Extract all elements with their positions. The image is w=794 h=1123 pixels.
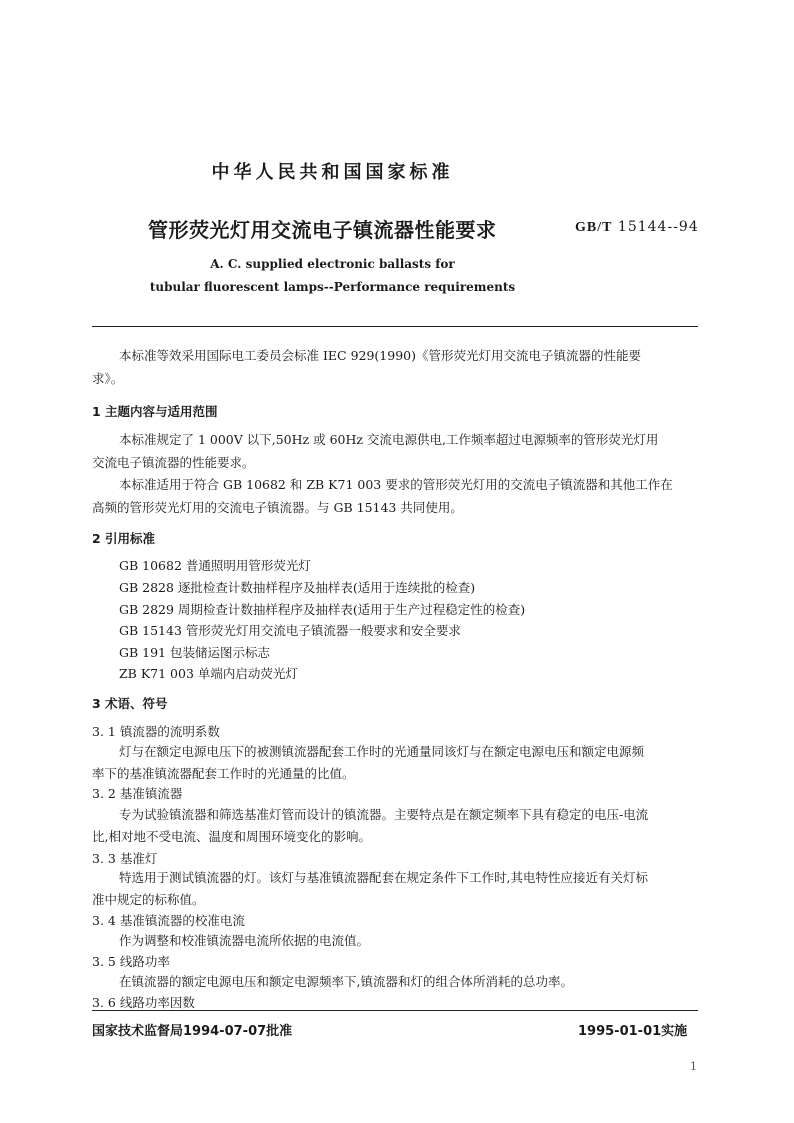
top-divider [92, 326, 698, 327]
term-3-1-line1: 灯与在额定电源电压下的被测镇流器配套工作时的光通量同该灯与在额定电源电压和额定电源频 [119, 744, 645, 759]
reference-item: GB 15143 管形荧光灯用交流电子镇流器一般要求和安全要求 [119, 623, 461, 638]
english-title-line1: A. C. supplied electronic ballasts for [210, 257, 455, 271]
term-3-2-line1: 专为试验镇流器和筛选基准灯管而设计的镇流器。主要特点是在额定频率下具有稳定的电压-电流 [119, 807, 649, 822]
term-3-3-title: 3. 3 基准灯 [92, 851, 158, 866]
term-3-2-line2: 比,相对地不受电流、温度和周围环境变化的影响。 [92, 829, 371, 844]
reference-item: GB 10682 普通照明用管形荧光灯 [119, 558, 311, 573]
term-3-5-title: 3. 5 线路功率 [92, 954, 170, 969]
section3-heading: 3 术语、符号 [92, 696, 168, 711]
term-3-1-title: 3. 1 镇流器的流明系数 [92, 724, 220, 739]
reference-item: ZB K71 003 单端内启动荧光灯 [119, 666, 298, 681]
reference-item: GB 191 包装储运图示标志 [119, 645, 270, 660]
english-title-line2: tubular fluorescent lamps--Performance requirements [149, 280, 516, 294]
document-title: 管形荧光灯用交流电子镇流器性能要求 [148, 218, 497, 242]
term-3-1-line2: 率下的基准镇流器配套工作时的光通量的比值。 [92, 766, 355, 781]
term-3-3-line1: 特选用于测试镇流器的灯。该灯与基准镇流器配套在规定条件下工作时,其电特性应接近有关灯标 [119, 870, 648, 885]
standard-code-number: 15144--94 [617, 219, 699, 235]
term-3-4-line1: 作为调整和校准镇流器电流所依据的电流值。 [119, 933, 370, 948]
intro-line2: 求》。 [92, 371, 124, 386]
standard-code-prefix: GB/T [575, 220, 613, 235]
section1-p1-line1: 本标准规定了 1 000V 以下,50Hz 或 60Hz 交流电源供电,工作频率超过电源频率的管形荧光灯用 [119, 432, 659, 447]
term-3-6-title: 3. 6 线路功率因数 [92, 995, 195, 1010]
term-3-5-line1: 在镇流器的额定电源电压和额定电源频率下,镇流器和灯的组合体所消耗的总功率。 [119, 974, 573, 989]
term-3-2-title: 3. 2 基准镇流器 [92, 786, 183, 801]
section1-p2-line2: 高频的管形荧光灯用的交流电子镇流器。与 GB 15143 共同使用。 [92, 500, 463, 515]
page-number: 1 [690, 1060, 697, 1073]
intro-line1: 本标准等效采用国际电工委员会标准 IEC 929(1990)《管形荧光灯用交流电子镇流器的性能要 [119, 348, 641, 363]
section1-p2-line1: 本标准适用于符合 GB 10682 和 ZB K71 003 要求的管形荧光灯用的交流电子镇流器和其他工作在 [119, 477, 673, 492]
section1-p1-line2: 交流电子镇流器的性能要求。 [92, 455, 255, 470]
section2-heading: 2 引用标准 [92, 531, 156, 546]
effective-date: 1995-01-01实施 [578, 1024, 688, 1039]
term-3-4-title: 3. 4 基准镇流器的校准电流 [92, 913, 245, 928]
approval-date: 国家技术监督局1994-07-07批准 [92, 1024, 293, 1039]
national-standard-heading: 中华人民共和国国家标准 [211, 162, 454, 183]
reference-item: GB 2828 逐批检查计数抽样程序及抽样表(适用于连续批的检查) [119, 580, 476, 595]
bottom-divider [92, 1010, 698, 1011]
standard-code [575, 219, 699, 236]
section1-heading: 1 主题内容与适用范围 [92, 404, 218, 419]
term-3-3-line2: 准中规定的标称值。 [92, 892, 205, 907]
reference-item: GB 2829 周期检查计数抽样程序及抽样表(适用于生产过程稳定性的检查) [119, 602, 526, 617]
